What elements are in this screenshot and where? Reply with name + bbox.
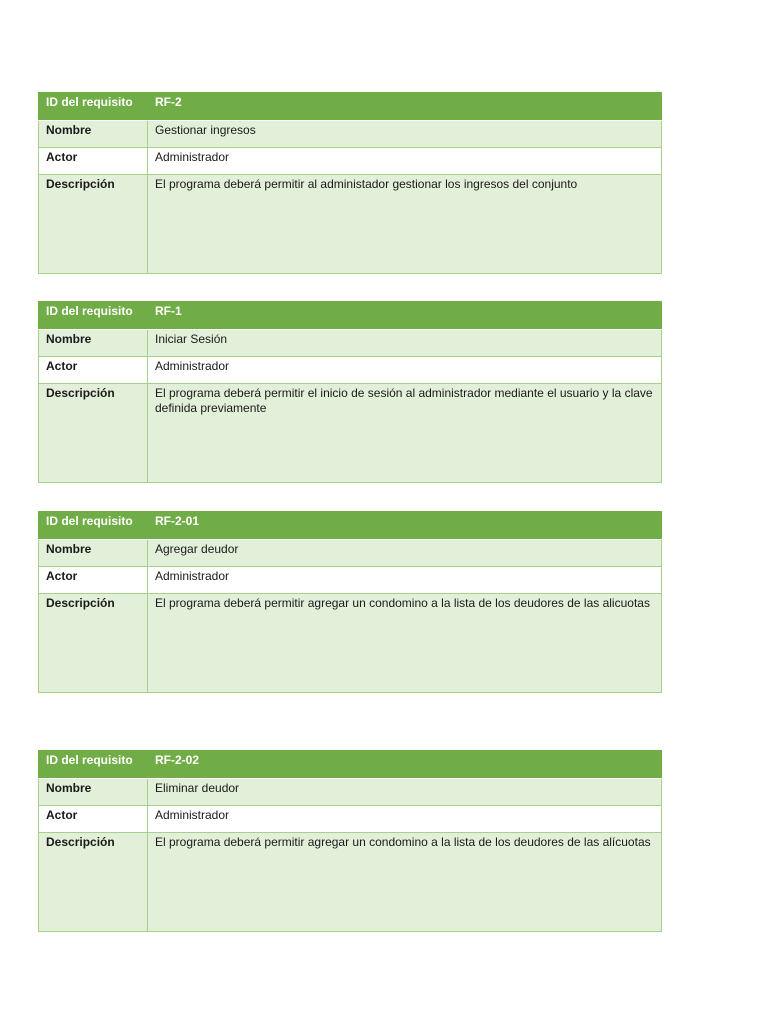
requirement-name-value: Agregar deudor — [148, 540, 662, 567]
requirement-name-value: Iniciar Sesión — [148, 330, 662, 357]
requirement-description-value: El programa deberá permitir agregar un condomino a la lista de los deudores de las alicuotas — [148, 594, 662, 693]
requirement-description-label: Descripción — [39, 384, 148, 483]
requirement-name-label: Nombre — [39, 121, 148, 148]
requirement-actor-label: Actor — [39, 148, 148, 175]
requirement-table-rf-2 — [38, 92, 662, 274]
requirement-description-row — [39, 833, 662, 932]
requirement-actor-value: Administrador — [148, 148, 662, 175]
requirement-table-rf-2-02 — [38, 750, 662, 932]
requirement-id-value: RF-1 — [148, 302, 662, 330]
requirement-id-row — [39, 751, 662, 779]
requirement-id-value: RF-2-02 — [148, 751, 662, 779]
requirement-actor-value: Administrador — [148, 357, 662, 384]
requirement-description-label: Descripción — [39, 833, 148, 932]
requirement-name-value: Gestionar ingresos — [148, 121, 662, 148]
requirement-id-value: RF-2 — [148, 93, 662, 121]
requirement-actor-label: Actor — [39, 357, 148, 384]
requirement-name-row — [39, 779, 662, 806]
requirement-table-rf-1 — [38, 301, 662, 483]
requirement-actor-label: Actor — [39, 806, 148, 833]
requirement-actor-row — [39, 567, 662, 594]
requirement-actor-value: Administrador — [148, 567, 662, 594]
requirement-actor-value: Administrador — [148, 806, 662, 833]
requirement-name-row — [39, 540, 662, 567]
requirement-id-row — [39, 302, 662, 330]
requirement-id-label: ID del requisito — [39, 751, 148, 779]
requirement-description-row — [39, 384, 662, 483]
requirement-name-label: Nombre — [39, 540, 148, 567]
requirement-id-value: RF-2-01 — [148, 512, 662, 540]
requirement-name-row — [39, 121, 662, 148]
requirement-id-row — [39, 512, 662, 540]
requirement-description-row — [39, 594, 662, 693]
requirement-name-label: Nombre — [39, 779, 148, 806]
requirement-description-value: El programa deberá permitir agregar un condomino a la lista de los deudores de las alícuotas — [148, 833, 662, 932]
requirement-table-rf-2-01 — [38, 511, 662, 693]
requirement-actor-row — [39, 357, 662, 384]
requirement-name-label: Nombre — [39, 330, 148, 357]
requirement-description-label: Descripción — [39, 175, 148, 274]
requirement-description-row — [39, 175, 662, 274]
requirement-description-value: El programa deberá permitir el inicio de sesión al administrador mediante el usuario y la clave definida previamente — [148, 384, 662, 483]
requirement-description-label: Descripción — [39, 594, 148, 693]
requirement-name-row — [39, 330, 662, 357]
requirement-description-value: El programa deberá permitir al administador gestionar los ingresos del conjunto — [148, 175, 662, 274]
requirement-actor-row — [39, 148, 662, 175]
requirement-id-label: ID del requisito — [39, 93, 148, 121]
requirement-id-label: ID del requisito — [39, 512, 148, 540]
requirement-id-row — [39, 93, 662, 121]
requirement-name-value: Eliminar deudor — [148, 779, 662, 806]
requirement-actor-label: Actor — [39, 567, 148, 594]
requirement-id-label: ID del requisito — [39, 302, 148, 330]
requirement-actor-row — [39, 806, 662, 833]
